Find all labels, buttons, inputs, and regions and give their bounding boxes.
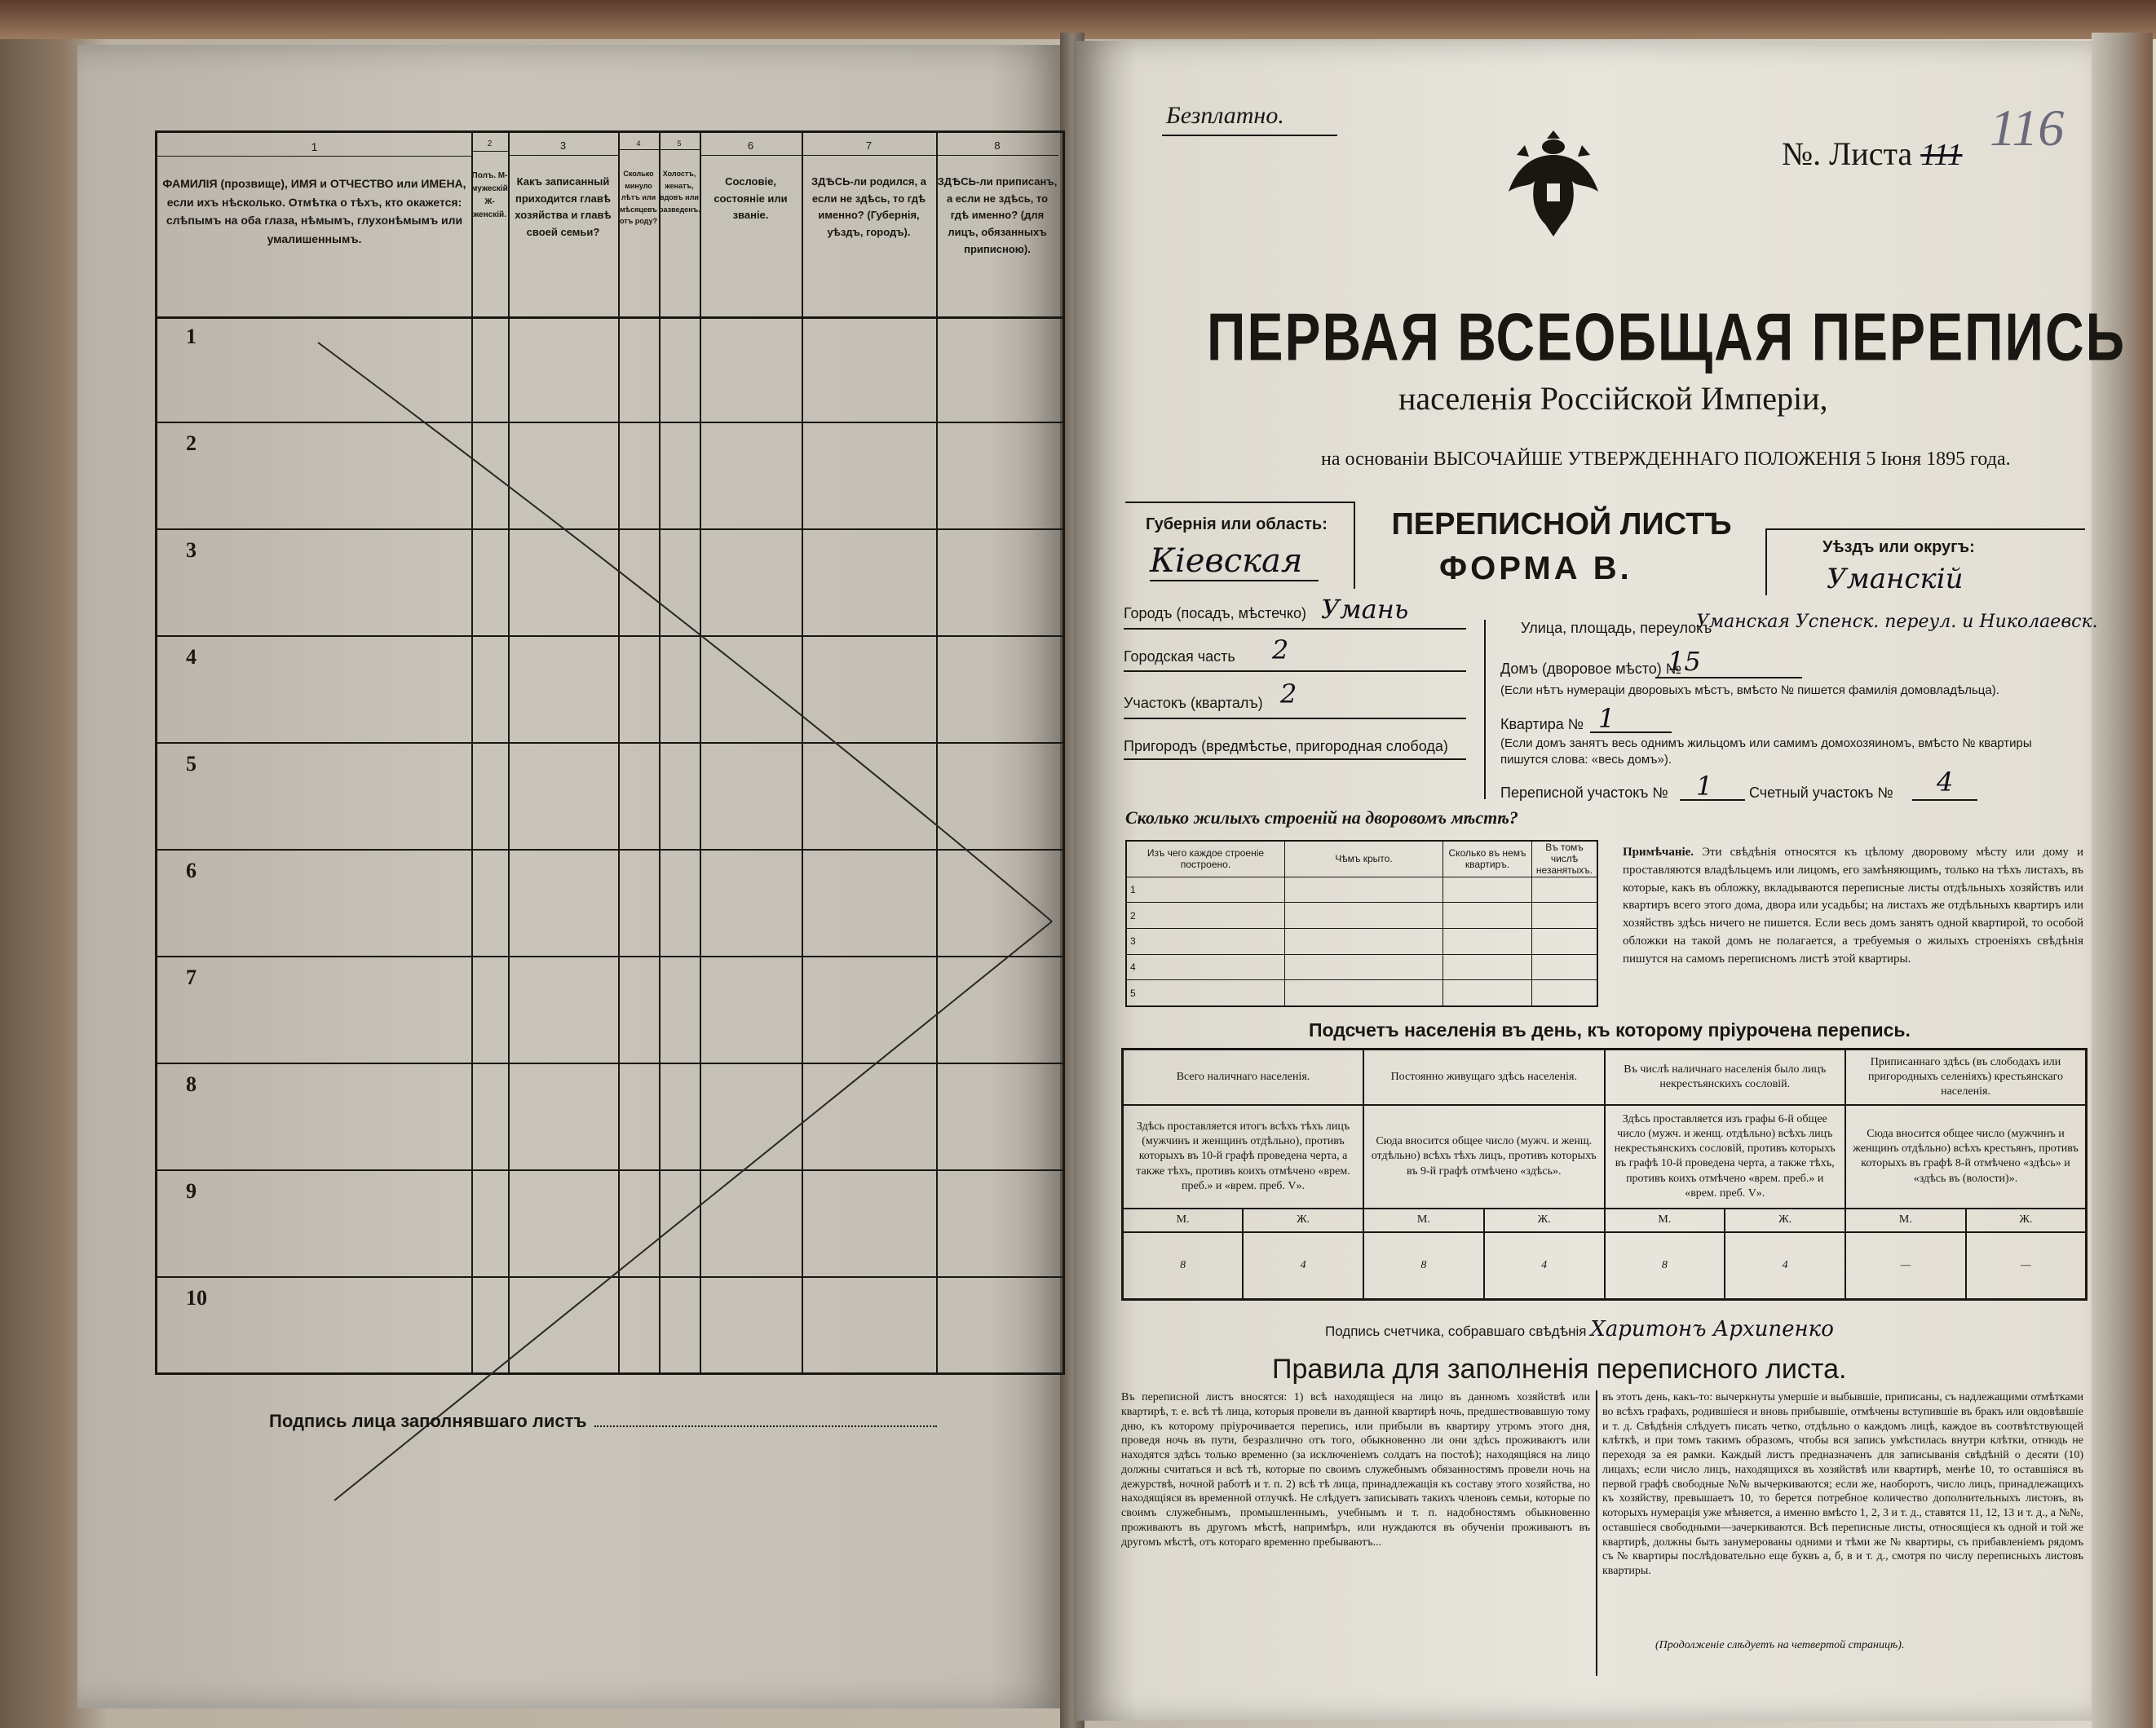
buildings-header: Сколько въ немъ квартиръ. — [1443, 841, 1532, 877]
count-value: 8 — [1363, 1232, 1484, 1300]
note-block — [1623, 844, 2083, 968]
count-header: Постоянно живущаго здѣсь населенія. — [1363, 1050, 1605, 1105]
buildings-title: Сколько жилыхъ строеній на дворовомъ мѣстѣ? — [1125, 807, 1518, 828]
buildings-row-num: 2 — [1126, 903, 1285, 929]
sex-label: М. — [1123, 1209, 1244, 1232]
sheet-number: №. Листа 111 — [1782, 135, 1963, 172]
buildings-header: Въ томъ числѣ незанятыхъ. — [1532, 841, 1598, 877]
buildings-row-num: 3 — [1126, 929, 1285, 955]
street-value: Уманская Успенск. переул. и Николаевск. — [1696, 612, 2098, 632]
form-letter: ФОРМА В. — [1439, 550, 1632, 586]
count-area-value: 4 — [1937, 767, 1954, 798]
sex-label: Ж. — [1966, 1209, 2087, 1232]
person-row: 2 — [157, 423, 1063, 530]
census-title: ПЕРВАЯ ВСЕОБЩАЯ ПЕРЕПИСЬ — [1207, 298, 2127, 374]
buildings-row-num: 5 — [1126, 980, 1285, 1006]
sex-label: М. — [1845, 1209, 1966, 1232]
person-row: 5 — [157, 744, 1063, 851]
census-area-value: 1 — [1696, 771, 1713, 802]
person-row: 6 — [157, 851, 1063, 957]
counter-signature-value: Харитонъ Архипенко — [1590, 1317, 1834, 1341]
count-header: Въ числѣ наличнаго населенія было лицъ некрестьянскихъ сословій. — [1605, 1050, 1846, 1105]
rules-right-column: въ этотъ день, какъ-то: вычеркнуты умершіе и выбывшіе, приписаны, съ надлежащими отмѣтками во всѣхъ графахъ, родившіеся и вновь прибывшіе, отмѣчены вступившіе въ бракъ или овдовѣвшіе и т. д. Свѣдѣнія слѣдуетъ писать четко, отдѣльно о каждомъ лицѣ, каждое въ соотвѣтствующей клѣткѣ, и при томъ такимъ образомъ, чтобы вся запись умѣстилась внутри клѣтки, отнюдь не переходя за ея рамки. Каждый листъ предназначенъ для записыванія свѣдѣній о десяти (10) лицахъ; если число лицъ, находящихся въ хозяйствѣ или квартирѣ, менѣе 10, то оставшіяся въ первой графѣ свободные №№ вычеркиваются; если же, наоборотъ, число лицъ, принадлежащихъ къ хозяйству, превышаетъ 10, то берется потребное количество дополнительныхъ листовъ, въ которыхъ нумерація уже мѣняется, а именно вмѣсто 1, 2, 3 и т. д., ставятся 11, 12, 13 и т. д., а №№, оставшіеся свободными—зачеркиваются. Всѣ переписные листы, относящіеся къ одной и той же квартирѣ, должны быть занумерованы одними и тѣми же № квартиры, съ прибавленіемъ рядомъ съ № квартиры послѣдовательно еще буквъ а, б, в и т. д., смотря по числу переписныхъ листовъ квартиры. — [1602, 1391, 2083, 1578]
person-row: 10 — [186, 1286, 207, 1310]
count-value: 4 — [1725, 1232, 1845, 1300]
census-area-line — [1680, 799, 1745, 801]
col-header-2: 2 Полъ. М-мужескій. Ж-женскій. — [471, 139, 510, 219]
note-text: Эти свѣдѣнія относятся къ цѣлому дворовому мѣсту или дому и проставляются владѣльцемъ или лицомъ, его замѣняющимъ, только на тѣхъ листахъ, въ которые, какъ въ обложку, вкладываются переписные листы отдѣльныхъ хозяйствъ или квартиръ всего этого дома, двора или усадьбы; на листахъ же отдѣльныхъ квартиръ или хозяйствъ здѣсь ничего не пишется. Если весь домъ занятъ одной квартирой, то особой обложки на такой домъ не полагается, а требуемыя о жилыхъ строеніяхъ свѣдѣнія пишутся на самомъ переписномъ листѣ этой квартиры. — [1623, 846, 2083, 966]
apartment-line — [1590, 731, 1672, 733]
house-label: Домъ (дворовое мѣсто) № — [1500, 661, 1682, 677]
city-part-line — [1124, 670, 1466, 672]
col-header-6: 6 Сословіе, состояніе или званіе. — [700, 133, 802, 316]
buildings-row — [1126, 903, 1597, 929]
count-value: — — [1845, 1232, 1966, 1300]
buildings-header: Изъ чего каждое строеніе построено. — [1126, 841, 1285, 877]
buildings-header: Чѣмъ крыто. — [1285, 841, 1443, 877]
sex-label: Ж. — [1484, 1209, 1605, 1232]
buildings-row — [1126, 980, 1597, 1006]
count-header: Приписаннаго здѣсь (въ слободахъ или пригородныхъ селеніяхъ) крестьянскаго населенія. — [1845, 1050, 2087, 1105]
count-description: Сюда вносится общее число (мужчинъ и женщинъ отдѣльно) всѣхъ крестьянъ, противъ которыхъ въ графѣ 8-й отмѣчено «здѣсь» и «здѣсь въ (волости)». — [1845, 1105, 2087, 1209]
buildings-row — [1126, 929, 1597, 955]
city-value: Умань — [1321, 594, 1409, 625]
free-underline — [1162, 135, 1337, 136]
city-part-label: Городская часть — [1124, 648, 1235, 665]
fields-divider — [1484, 620, 1486, 799]
sex-label: М. — [1363, 1209, 1484, 1232]
person-row: 8 — [157, 1064, 1063, 1171]
population-count-table — [1121, 1048, 2088, 1301]
count-header: Всего наличнаго населенія. — [1123, 1050, 1364, 1105]
count-area-line — [1912, 799, 1977, 801]
rules-title: Правила для заполненія переписного листа. — [1272, 1354, 1847, 1385]
free-label: Безплатно. — [1166, 102, 1284, 129]
buildings-row-num: 1 — [1126, 877, 1285, 903]
census-area-label: Переписной участокъ № — [1500, 784, 1668, 801]
count-value: 4 — [1243, 1232, 1363, 1300]
census-basis: на основаніи ВЫСОЧАЙШЕ УТВЕРЖДЕННАГО ПОЛОЖЕНІЯ 5 Іюня 1895 года. — [1321, 449, 2011, 470]
person-row: 4 — [157, 637, 1063, 744]
sex-label: М. — [1605, 1209, 1725, 1232]
count-value: — — [1966, 1232, 2087, 1300]
uezd-value: Уманскій — [1827, 563, 1964, 595]
col-header-7: 7 ЗДѢСЬ-ли родился, а если не здѣсь, то гдѣ именно? (Губернія, уѣздъ, городъ). — [802, 133, 936, 316]
city-part-value: 2 — [1272, 634, 1289, 665]
count-description: Сюда вносится общее число (мужч. и женщ. отдѣльно) всѣхъ тѣхъ лицъ, противъ которыхъ въ 9-й графѣ отмѣчено «здѣсь». — [1363, 1105, 1605, 1209]
filler-signature-label: Подпись лица заполнявшаго листъ — [269, 1411, 937, 1432]
district-value: 2 — [1280, 678, 1297, 709]
city-line — [1124, 628, 1466, 630]
house-note: (Если нѣтъ нумераціи дворовыхъ мѣстъ, вмѣсто № пишется фамилія домовладѣльца). — [1500, 683, 1999, 697]
apartment-value: 1 — [1598, 703, 1615, 734]
buildings-row-num: 4 — [1126, 954, 1285, 980]
sex-label: Ж. — [1725, 1209, 1845, 1232]
count-area-label: Счетный участокъ № — [1749, 784, 1893, 801]
house-line — [1655, 677, 1802, 678]
count-description: Здѣсь проставляется изъ графы 6-й общее число (мужч. и женщ. отдѣльно) всѣхъ лицъ некрестьянскихъ сословій, противъ которыхъ въ графѣ 10-й проведена черта, а также тѣхъ, противъ коихъ отмѣчено «врем. преб.» и «врем. преб. V». — [1605, 1105, 1846, 1209]
sex-label: Ж. — [1243, 1209, 1363, 1232]
counter-signature-label: Подпись счетчика, собравшаго свѣдѣнія — [1325, 1324, 1587, 1339]
apartment-note: (Если домъ занятъ весь однимъ жильцомъ или самимъ домохозяиномъ, вмѣсто № квартиры пишутся слова: «весь домъ»). — [1500, 736, 2032, 767]
col-header-4: 4 Сколько минуло лѣтъ или мѣсяцевъ отъ роду? — [618, 133, 659, 316]
buildings-row — [1126, 954, 1597, 980]
house-value: 15 — [1668, 646, 1701, 677]
person-row: 3 — [157, 530, 1063, 637]
uezd-label: Уѣздъ или округъ: — [1822, 538, 1975, 556]
col-header-8: 8 ЗДѢСЬ-ли приписанъ, а если не здѣсь, то гдѣ именно? (для лицъ, обязанныхъ приписною). — [937, 139, 1058, 255]
col-header-3: 3 Какъ записанный приходится главѣ хозяйства и главѣ своей семьи? — [508, 133, 618, 316]
continuation-note: (Продолженіе слѣдуетъ на четвертой страницѣ). — [1655, 1639, 1905, 1651]
apartment-label: Квартира № — [1500, 716, 1584, 732]
count-title: Подсчетъ населенія въ день, къ которому пріурочена перепись. — [1309, 1019, 1911, 1041]
col-header-5: 5 Холостъ, женатъ, вдовъ или разведенъ. — [659, 139, 700, 214]
suburb-line — [1124, 758, 1466, 760]
buildings-table — [1125, 840, 1598, 1007]
person-row: 7 — [157, 957, 1063, 1064]
imperial-eagle-icon — [1500, 122, 1606, 245]
gubernia-value: Кіевская — [1150, 542, 1319, 581]
gubernia-label: Губернія или область: — [1146, 515, 1328, 533]
suburb-label: Пригородъ (вредмѣстье, пригородная слобода) — [1124, 738, 1448, 754]
street-label: Улица, площадь, переулокъ — [1521, 620, 1712, 636]
buildings-row — [1126, 877, 1597, 903]
col-header-1: 1 ФАМИЛІЯ (прозвище), ИМЯ и ОТЧЕСТВО или ИМЕНА, если ихъ нѣсколько. Отмѣтка о тѣхъ, кто окажется: слѣпымъ на оба глаза, нѣмымъ, глухонѣмымъ или умалишеннымъ. — [157, 133, 471, 316]
rules-divider — [1596, 1390, 1597, 1676]
note-label: Примѣчаніе. — [1623, 846, 1694, 859]
person-row: 1 — [157, 316, 1063, 423]
count-value: 8 — [1123, 1232, 1244, 1300]
count-value: 8 — [1605, 1232, 1725, 1300]
count-description: Здѣсь проставляется итогъ всѣхъ тѣхъ лицъ (мужчинъ и женщинъ отдѣльно), противъ которыхъ въ 10-й графѣ проведена черта, а также тѣхъ, противъ коихъ отмѣчено «врем. преб.» и «врем. преб. V». — [1123, 1105, 1364, 1209]
count-value: 4 — [1484, 1232, 1605, 1300]
pencil-page-number: 116 — [1990, 99, 2065, 157]
rules-left-column: Въ переписной листъ вносятся: 1) всѣ находящіеся на лицо въ данномъ хозяйствѣ или квартирѣ, т. е. всѣ тѣ лица, которыя провели въ данной квартирѣ ночь, предшествовавшую тому дню, къ которому пріурочивается перепись, или прибыли въ квартиру утромъ этого дня, проведя ночь въ пути, безразлично отъ того, обыкновенно ли они здѣсь проживаютъ или находятся здѣсь только временно (за исключеніемъ солдатъ на постоѣ); находящіяся на лицо должны считаться и всѣ тѣ, которые по своимъ служебнымъ обязанностямъ провели ночь на дежурствѣ, ночной работѣ и т. п. 2) всѣ тѣ лица, принадлежащія къ составу этого хозяйства, но находящіяся въ временной отлучкѣ. Не слѣдуетъ записывать такихъ членовъ семьи, которые по своимъ служебнымъ, промышленнымъ, учебнымъ и т. п. надобностямъ обыкновенно проживаютъ въ другомъ мѣстѣ, напримѣръ, или нуждаются въ обученіи проживаютъ въ другомъ мѣстѣ, отъ котораго временно пребываютъ... — [1121, 1391, 1590, 1549]
form-title: ПЕРЕПИСНОЙ ЛИСТЪ — [1391, 507, 1732, 541]
person-row: 9 — [157, 1171, 1063, 1278]
district-label: Участокъ (кварталъ) — [1124, 695, 1263, 711]
district-line — [1124, 718, 1466, 719]
counter-signature — [1325, 1317, 1834, 1341]
city-label: Городъ (посадъ, мѣстечко) — [1124, 605, 1306, 621]
census-subtitle: населенія Россійской Имперіи, — [1398, 380, 1828, 417]
